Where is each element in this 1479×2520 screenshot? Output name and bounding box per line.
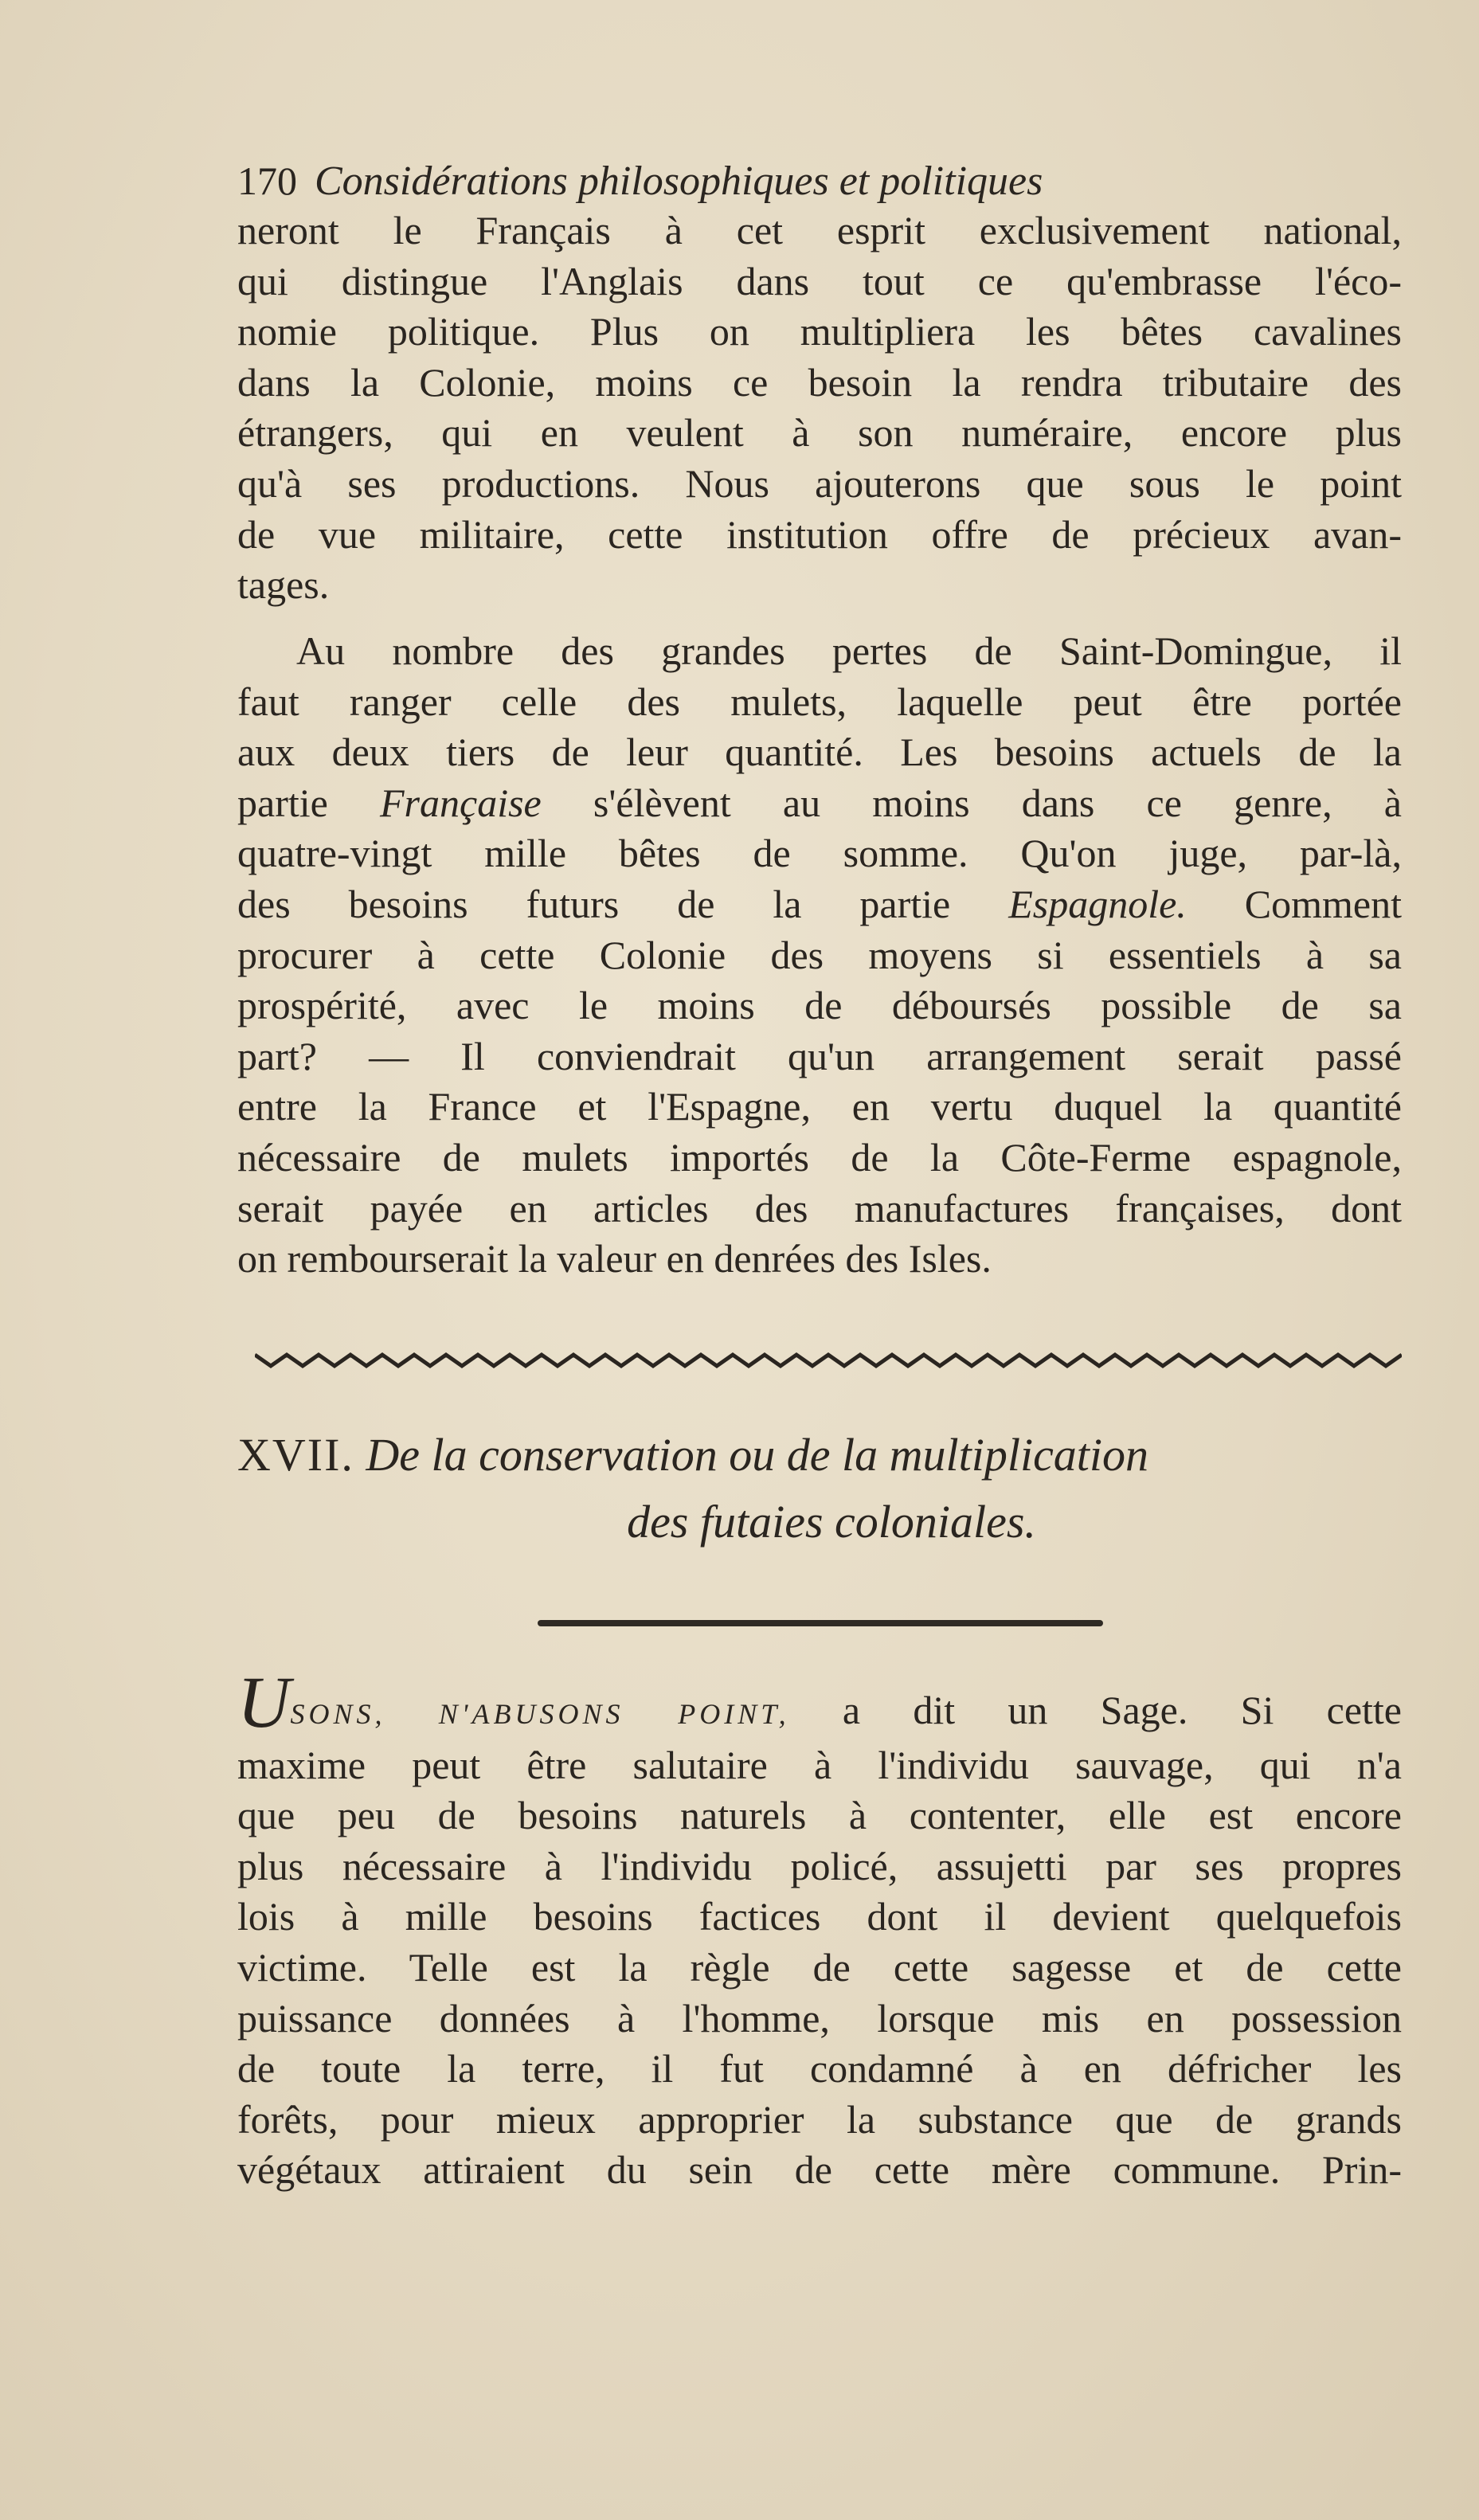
text-fragment: des besoins futurs de la partie [237, 881, 1009, 926]
running-header [237, 158, 1402, 205]
text-line: forêts, pour mieux approprier la substance que de grands [237, 2096, 1402, 2142]
italic-word: Française [380, 780, 542, 825]
zigzag-ornament [255, 1355, 1402, 1366]
running-title: Considérations philosophiques et politiques [315, 158, 1043, 204]
smallcaps-phrase: N'ABUSONS POINT, [438, 1698, 790, 1730]
italic-word: Espagnole. [1008, 881, 1187, 926]
text-line: Au nombre des grandes pertes de Saint-Domingue, il [296, 628, 1402, 673]
text-fragment: Comment [1186, 881, 1402, 926]
text-line [237, 879, 1402, 930]
section-title-line-1: De la conservation ou de la multiplication [366, 1429, 1149, 1481]
text-line: entre la France et l'Espagne, en vertu duquel la quantité [237, 1084, 1402, 1129]
text-line: nomie politique. Plus on multipliera les bêtes cavalines [237, 309, 1402, 354]
section-title-line-2: des futaies coloniales. [627, 1496, 1036, 1548]
paragraph-2 [237, 626, 1402, 1285]
text-line: plus nécessaire à l'individu policé, assujetti par ses propres [237, 1843, 1402, 1888]
text-line: on rembourserait la valeur en denrées des Isles. [237, 1236, 992, 1282]
section-heading [237, 1422, 1402, 1555]
text-line: prospérité, avec le moins de déboursés possible de sa [237, 983, 1402, 1028]
text-line: nécessaire de mulets importés de la Côte-Ferme espagnole, [237, 1134, 1402, 1180]
text-line: étrangers, qui en veulent à son numéraire, encore plus [237, 410, 1402, 456]
text-line: tages. [237, 562, 330, 608]
text-line: puissance données à l'homme, lorsque mis en possession [237, 1995, 1402, 2041]
text-line: serait payée en articles des manufactures françaises, dont [237, 1185, 1402, 1231]
text-line: lois à mille besoins factices dont il devient quelquefois [237, 1894, 1402, 1939]
text-line: quatre-vingt mille bêtes de somme. Qu'on juge, par-là, [237, 831, 1402, 876]
text-fragment: partie [237, 780, 380, 825]
heavy-divider [538, 1620, 1103, 1626]
text-line: victime. Telle est la règle de cette sagesse et de cette [237, 1944, 1402, 1990]
section-number: XVII. [237, 1429, 354, 1481]
text-fragment: a dit un Sage. Si cette [789, 1688, 1402, 1732]
text-line: maxime peut être salutaire à l'individu sauvage, qui n'a [237, 1742, 1402, 1787]
text-line: de vue militaire, cette institution offre de précieux avan- [237, 511, 1402, 557]
text-line: neront le Français à cet esprit exclusivement national, [237, 208, 1402, 252]
text-line: qui distingue l'Anglais dans tout ce qu'embrasse l'éco- [237, 258, 1402, 303]
smallcaps-phrase: SONS, [290, 1698, 386, 1730]
text-line: procurer à cette Colonie des moyens si essentiels à sa [237, 932, 1402, 977]
text-line: végétaux attiraient du sein de cette mère commune. Prin- [237, 2147, 1402, 2193]
drop-cap: U [237, 1661, 291, 1743]
paragraph-1 [237, 205, 1402, 611]
text-line: de toute la terre, il fut condamné à en défricher les [237, 2046, 1402, 2092]
text-line: dans la Colonie, moins ce besoin la rendra tributaire des [237, 359, 1402, 405]
text-line: aux deux tiers de leur quantité. Les besoins actuels de la [237, 730, 1402, 775]
text-line: qu'à ses productions. Nous ajouterons que sous le point [237, 460, 1402, 506]
text-line: que peu de besoins naturels à contenter, elle est encore [237, 1793, 1402, 1838]
text-fragment: s'élèvent au moins dans ce genre, à [541, 780, 1402, 825]
text-line: part? — Il conviendrait qu'un arrangement serait passé [237, 1033, 1402, 1078]
page-number: 170 [237, 158, 297, 203]
text-line [237, 1661, 1402, 1743]
text-line [237, 778, 1402, 829]
ornamental-divider [255, 1350, 1402, 1371]
paragraph-3 [237, 1661, 1402, 2196]
text-line: faut ranger celle des mulets, laquelle peut être portée [237, 679, 1402, 724]
